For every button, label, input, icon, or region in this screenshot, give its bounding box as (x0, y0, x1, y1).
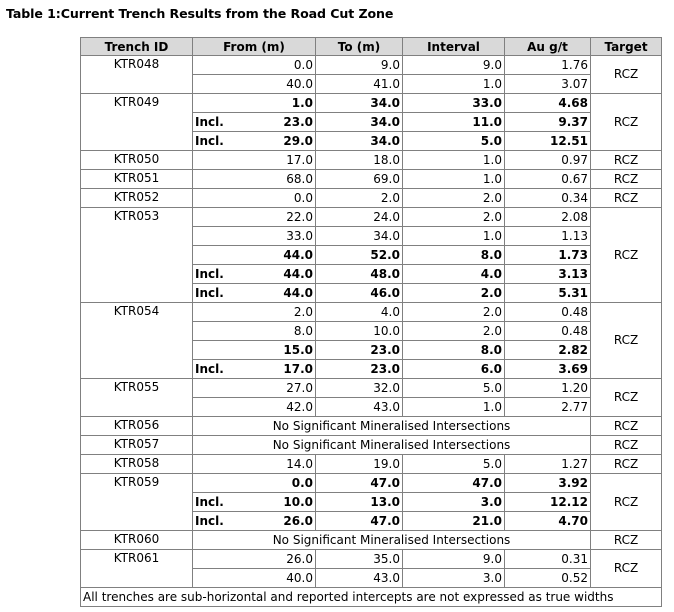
from-cell (193, 94, 316, 113)
footnote-row (81, 588, 662, 607)
to-cell: 52.0 (316, 246, 403, 265)
interval-cell: 9.0 (403, 56, 505, 75)
from-value: 0.0 (291, 475, 313, 490)
target-cell: RCZ (591, 379, 662, 417)
trench-id: KTR049 (81, 94, 193, 151)
interval-cell: 5.0 (403, 379, 505, 398)
au-cell: 0.34 (505, 189, 591, 208)
trench-id: KTR053 (81, 208, 193, 303)
au-cell: 9.37 (505, 113, 591, 132)
au-cell: 2.77 (505, 398, 591, 417)
to-cell: 43.0 (316, 398, 403, 417)
au-cell: 1.76 (505, 56, 591, 75)
from-cell (193, 189, 316, 208)
to-cell: 48.0 (316, 265, 403, 284)
no-intersection-note: No Significant Mineralised Intersections (193, 417, 591, 436)
to-cell: 13.0 (316, 493, 403, 512)
interval-cell: 8.0 (403, 246, 505, 265)
incl-label: Incl. (195, 361, 224, 376)
to-cell: 10.0 (316, 322, 403, 341)
footnote: All trenches are sub-horizontal and reported intercepts are not expressed as true widths (81, 588, 662, 607)
from-cell (193, 398, 316, 417)
au-cell: 4.70 (505, 512, 591, 531)
table-row (81, 56, 662, 75)
from-cell (193, 379, 316, 398)
from-cell (193, 265, 316, 284)
from-value: 44.0 (283, 266, 313, 281)
au-cell: 4.68 (505, 94, 591, 113)
from-value: 40.0 (286, 570, 313, 585)
from-value: 0.0 (293, 190, 313, 205)
interval-cell: 1.0 (403, 170, 505, 189)
to-cell: 34.0 (316, 113, 403, 132)
incl-label: Incl. (195, 285, 224, 300)
to-cell: 46.0 (316, 284, 403, 303)
from-cell (193, 569, 316, 588)
table-row (81, 550, 662, 569)
interval-cell: 2.0 (403, 322, 505, 341)
au-cell: 0.97 (505, 151, 591, 170)
table-row (81, 94, 662, 113)
interval-cell: 2.0 (403, 303, 505, 322)
from-cell (193, 170, 316, 189)
from-value: 42.0 (286, 399, 313, 414)
table-row (81, 379, 662, 398)
from-cell (193, 132, 316, 151)
au-cell: 2.82 (505, 341, 591, 360)
interval-cell: 6.0 (403, 360, 505, 379)
trench-id: KTR055 (81, 379, 193, 417)
header-target: Target (591, 38, 662, 56)
incl-label: Incl. (195, 133, 224, 148)
from-cell (193, 227, 316, 246)
interval-cell: 4.0 (403, 265, 505, 284)
trench-id: KTR060 (81, 531, 193, 550)
au-cell: 1.73 (505, 246, 591, 265)
interval-cell: 1.0 (403, 75, 505, 94)
from-value: 26.0 (283, 513, 313, 528)
au-cell: 2.08 (505, 208, 591, 227)
to-cell: 41.0 (316, 75, 403, 94)
from-value: 23.0 (283, 114, 313, 129)
from-value: 1.0 (291, 95, 313, 110)
au-cell: 5.31 (505, 284, 591, 303)
to-cell: 23.0 (316, 341, 403, 360)
interval-cell: 1.0 (403, 227, 505, 246)
header-interval: Interval (403, 38, 505, 56)
from-cell (193, 474, 316, 493)
from-cell (193, 550, 316, 569)
table-row (81, 436, 662, 455)
to-cell: 47.0 (316, 474, 403, 493)
from-value: 0.0 (293, 57, 313, 72)
to-cell: 34.0 (316, 132, 403, 151)
au-cell: 0.48 (505, 303, 591, 322)
interval-cell: 5.0 (403, 132, 505, 151)
interval-cell: 1.0 (403, 151, 505, 170)
from-value: 2.0 (293, 304, 313, 319)
target-cell: RCZ (591, 417, 662, 436)
target-cell: RCZ (591, 151, 662, 170)
au-cell: 3.13 (505, 265, 591, 284)
interval-cell: 2.0 (403, 189, 505, 208)
target-cell: RCZ (591, 474, 662, 531)
from-value: 26.0 (286, 551, 313, 566)
from-value: 17.0 (283, 361, 313, 376)
au-cell: 1.20 (505, 379, 591, 398)
from-value: 15.0 (283, 342, 313, 357)
incl-label: Incl. (195, 266, 224, 281)
from-cell (193, 151, 316, 170)
trench-id: KTR050 (81, 151, 193, 170)
target-cell: RCZ (591, 550, 662, 588)
interval-cell: 2.0 (403, 284, 505, 303)
header-row (81, 38, 662, 56)
interval-cell: 3.0 (403, 493, 505, 512)
header-trench-id: Trench ID (81, 38, 193, 56)
interval-cell: 8.0 (403, 341, 505, 360)
table-row (81, 531, 662, 550)
target-cell: RCZ (591, 56, 662, 94)
target-cell: RCZ (591, 303, 662, 379)
from-cell (193, 208, 316, 227)
from-cell (193, 322, 316, 341)
to-cell: 47.0 (316, 512, 403, 531)
to-cell: 32.0 (316, 379, 403, 398)
incl-label: Incl. (195, 494, 224, 509)
from-cell (193, 284, 316, 303)
from-cell (193, 512, 316, 531)
au-cell: 3.92 (505, 474, 591, 493)
header-to: To (m) (316, 38, 403, 56)
table-row (81, 455, 662, 474)
interval-cell: 3.0 (403, 569, 505, 588)
au-cell: 1.13 (505, 227, 591, 246)
to-cell: 18.0 (316, 151, 403, 170)
au-cell: 0.67 (505, 170, 591, 189)
table-title: Table 1:Current Trench Results from the Road Cut Zone (6, 6, 394, 21)
trench-id: KTR052 (81, 189, 193, 208)
table-row (81, 189, 662, 208)
target-cell: RCZ (591, 531, 662, 550)
table-row (81, 170, 662, 189)
to-cell: 34.0 (316, 227, 403, 246)
au-cell: 0.48 (505, 322, 591, 341)
to-cell: 35.0 (316, 550, 403, 569)
from-value: 27.0 (286, 380, 313, 395)
table-body (81, 56, 662, 588)
au-cell: 3.69 (505, 360, 591, 379)
au-cell: 12.12 (505, 493, 591, 512)
to-cell: 4.0 (316, 303, 403, 322)
target-cell: RCZ (591, 208, 662, 303)
to-cell: 69.0 (316, 170, 403, 189)
trench-id: KTR058 (81, 455, 193, 474)
au-cell: 1.27 (505, 455, 591, 474)
au-cell: 12.51 (505, 132, 591, 151)
from-cell (193, 303, 316, 322)
interval-cell: 21.0 (403, 512, 505, 531)
from-value: 44.0 (283, 285, 313, 300)
from-cell (193, 455, 316, 474)
incl-label: Incl. (195, 513, 224, 528)
to-cell: 19.0 (316, 455, 403, 474)
from-cell (193, 246, 316, 265)
table-row (81, 474, 662, 493)
from-cell (193, 360, 316, 379)
from-cell (193, 493, 316, 512)
from-value: 33.0 (286, 228, 313, 243)
header-au: Au g/t (505, 38, 591, 56)
from-value: 22.0 (286, 209, 313, 224)
incl-label: Incl. (195, 114, 224, 129)
trench-id: KTR057 (81, 436, 193, 455)
table-footer (81, 588, 662, 607)
interval-cell: 1.0 (403, 398, 505, 417)
from-cell (193, 75, 316, 94)
target-cell: RCZ (591, 189, 662, 208)
from-cell (193, 341, 316, 360)
interval-cell: 33.0 (403, 94, 505, 113)
from-cell (193, 56, 316, 75)
interval-cell: 47.0 (403, 474, 505, 493)
trench-id: KTR056 (81, 417, 193, 436)
interval-cell: 9.0 (403, 550, 505, 569)
to-cell: 9.0 (316, 56, 403, 75)
au-cell: 0.52 (505, 569, 591, 588)
from-value: 40.0 (286, 76, 313, 91)
to-cell: 43.0 (316, 569, 403, 588)
au-cell: 3.07 (505, 75, 591, 94)
target-cell: RCZ (591, 170, 662, 189)
from-value: 8.0 (293, 323, 313, 338)
to-cell: 23.0 (316, 360, 403, 379)
to-cell: 24.0 (316, 208, 403, 227)
target-cell: RCZ (591, 455, 662, 474)
to-cell: 2.0 (316, 189, 403, 208)
from-value: 10.0 (283, 494, 313, 509)
table-row (81, 208, 662, 227)
interval-cell: 5.0 (403, 455, 505, 474)
table-row (81, 303, 662, 322)
target-cell: RCZ (591, 436, 662, 455)
interval-cell: 2.0 (403, 208, 505, 227)
from-value: 29.0 (283, 133, 313, 148)
trench-results-table (80, 37, 662, 607)
no-intersection-note: No Significant Mineralised Intersections (193, 531, 591, 550)
trench-id: KTR054 (81, 303, 193, 379)
table-row (81, 417, 662, 436)
from-value: 68.0 (286, 171, 313, 186)
interval-cell: 11.0 (403, 113, 505, 132)
to-cell: 34.0 (316, 94, 403, 113)
trench-id: KTR059 (81, 474, 193, 531)
from-cell (193, 113, 316, 132)
from-value: 44.0 (283, 247, 313, 262)
from-value: 17.0 (286, 152, 313, 167)
header-from: From (m) (193, 38, 316, 56)
au-cell: 0.31 (505, 550, 591, 569)
trench-id: KTR061 (81, 550, 193, 588)
trench-id: KTR048 (81, 56, 193, 94)
table-header (81, 38, 662, 56)
from-value: 14.0 (286, 456, 313, 471)
trench-id: KTR051 (81, 170, 193, 189)
table-row (81, 151, 662, 170)
no-intersection-note: No Significant Mineralised Intersections (193, 436, 591, 455)
target-cell: RCZ (591, 94, 662, 151)
